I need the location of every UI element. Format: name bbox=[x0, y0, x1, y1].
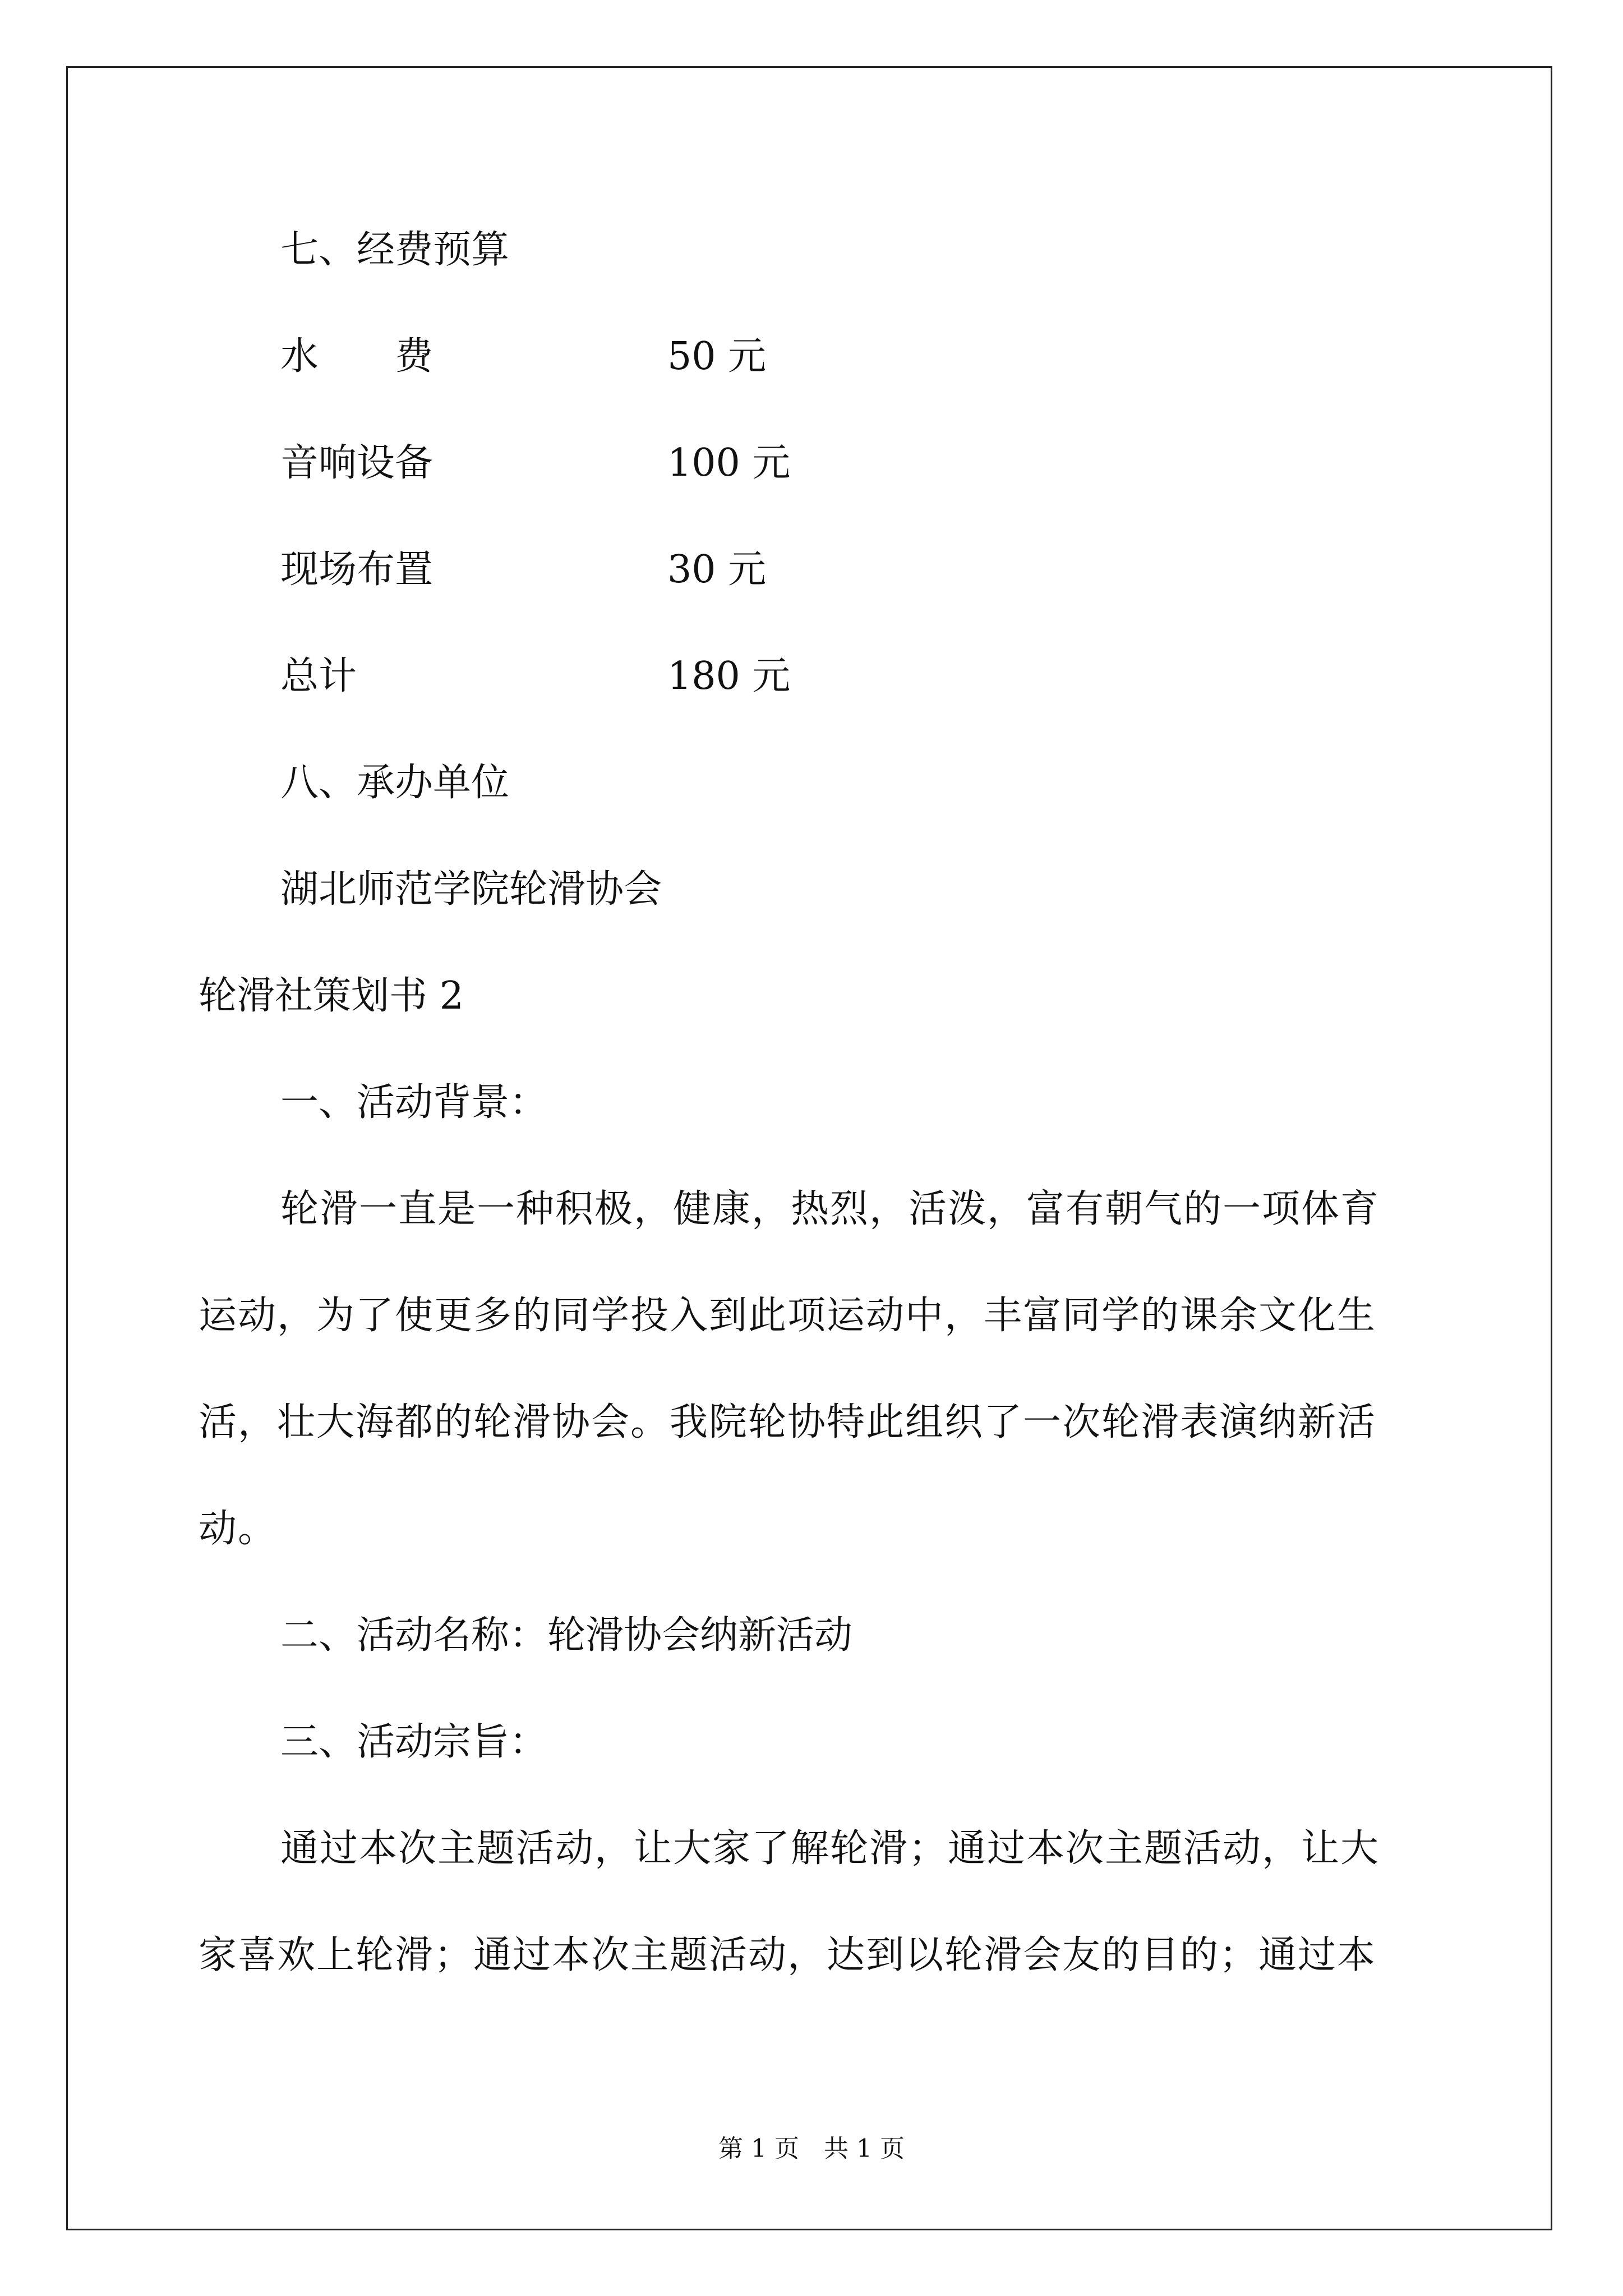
section-heading-name: 二、活动名称：轮滑协会纳新活动 bbox=[280, 1613, 853, 1658]
paragraph-line: 运动，为了使更多的同学投入到此项运动中，丰富同学的课余文化生 bbox=[199, 1294, 1377, 1338]
budget-amount: 50 元 bbox=[667, 334, 767, 379]
paragraph-line: 轮滑一直是一种积极，健康，热烈，活泼，富有朝气的一项体育 bbox=[280, 1187, 1380, 1231]
budget-label: 总计 bbox=[280, 654, 357, 698]
paragraph-line: 通过本次主题活动，让大家了解轮滑；通过本次主题活动，让大 bbox=[280, 1826, 1380, 1871]
budget-label: 水 费 bbox=[280, 334, 434, 379]
paragraph-line: 动。 bbox=[199, 1507, 278, 1551]
page-border bbox=[66, 66, 1552, 2230]
budget-label: 音响设备 bbox=[280, 441, 434, 485]
budget-amount: 180 元 bbox=[667, 654, 791, 698]
organizer-name: 湖北师范学院轮滑协会 bbox=[280, 867, 662, 912]
paragraph-line: 家喜欢上轮滑；通过本次主题活动，达到以轮滑会友的目的；通过本 bbox=[199, 1933, 1377, 1977]
budget-amount: 100 元 bbox=[667, 441, 791, 485]
section-heading-budget: 七、经费预算 bbox=[280, 228, 510, 272]
section-heading-purpose: 三、活动宗旨： bbox=[280, 1720, 548, 1764]
section-heading-background: 一、活动背景： bbox=[280, 1080, 548, 1125]
document-title-2: 轮滑社策划书 2 bbox=[199, 974, 464, 1018]
page-footer: 第 1 页 共 1 页 bbox=[718, 2134, 905, 2163]
budget-amount: 30 元 bbox=[667, 547, 767, 592]
budget-label: 现场布置 bbox=[280, 547, 434, 592]
paragraph-line: 活，壮大海都的轮滑协会。我院轮协特此组织了一次轮滑表演纳新活 bbox=[199, 1400, 1377, 1444]
section-heading-organizer: 八、承办单位 bbox=[280, 761, 510, 805]
